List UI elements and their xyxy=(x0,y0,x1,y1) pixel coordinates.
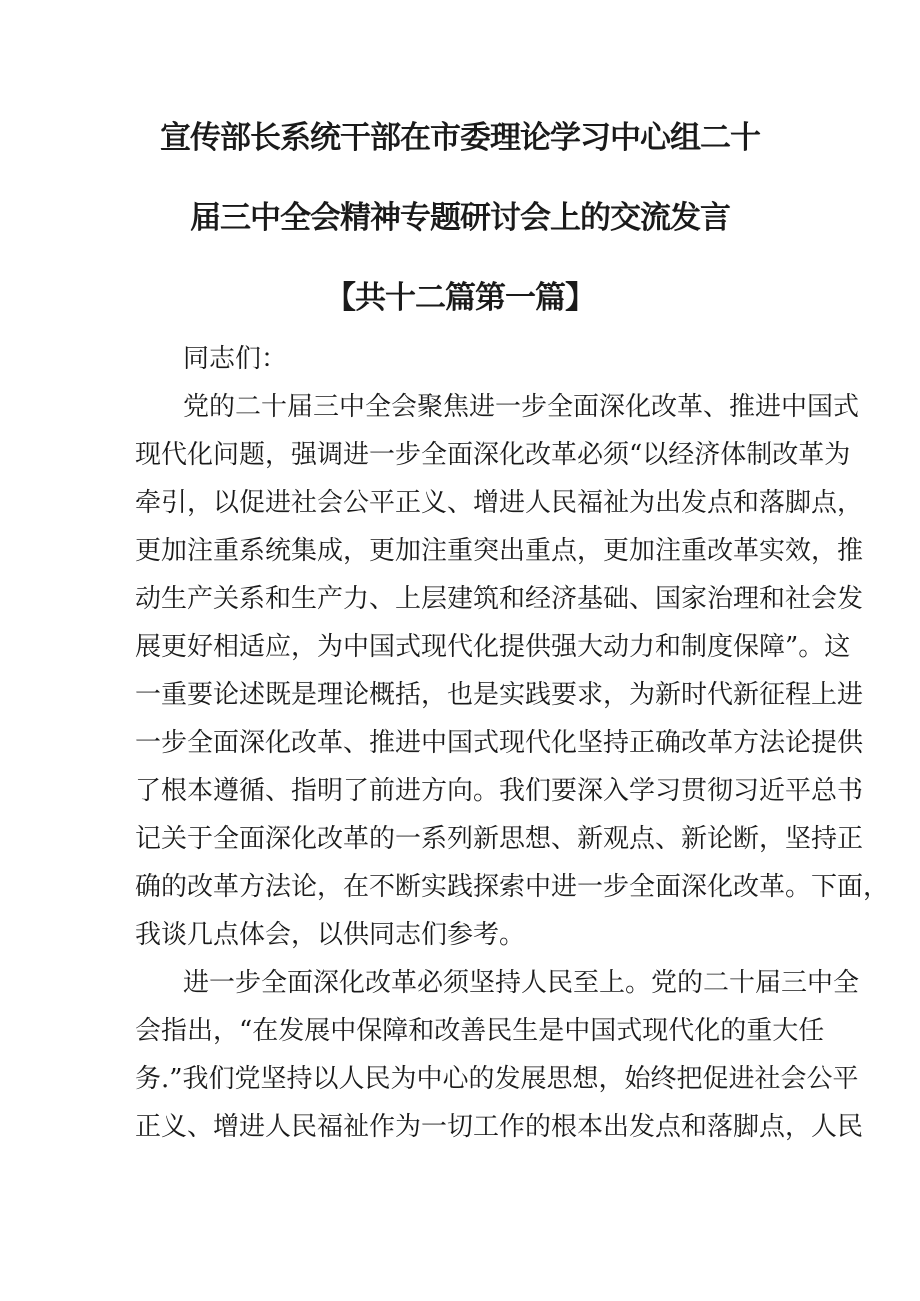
body-line: 展更好相适应，为中国式现代化提供强大动力和制度保障”。这 xyxy=(135,632,851,662)
document-title-line-2: 届三中全会精神专题研讨会上的交流发言 xyxy=(190,200,730,236)
body-line: 进一步全面深化改革必须坚持人民至上。党的二十届三中全 xyxy=(183,968,860,998)
body-line: 一重要论述既是理论概括，也是实践要求，为新时代新征程上进 xyxy=(135,680,864,710)
body-line: 记关于全面深化改革的一系列新思想、新观点、新论断，坚持正 xyxy=(135,824,864,854)
body-line: 一步全面深化改革、推进中国式现代化坚持正确改革方法论提供 xyxy=(135,728,864,758)
document-subtitle: 【共十二篇第一篇】 xyxy=(325,280,595,316)
body-line: 会指出，“在发展中保障和改善民生是中国式现代化的重大任 xyxy=(135,1016,825,1046)
body-line: 牵引，以促进社会公平正义、增进人民福祉为出发点和落脚点， xyxy=(135,488,864,518)
document-title-line-1: 宣传部长系统干部在市委理论学习中心组二十 xyxy=(160,120,760,156)
body-line: 务.”我们党坚持以人民为中心的发展思想，始终把促进社会公平 xyxy=(135,1064,859,1094)
body-line: 动生产关系和生产力、上层建筑和经济基础、国家治理和社会发 xyxy=(135,584,864,614)
body-line: 正义、增进人民福祉作为一切工作的根本出发点和落脚点，人民 xyxy=(135,1112,864,1142)
body-line: 党的二十届三中全会聚焦进一步全面深化改革、推进中国式 xyxy=(183,392,860,422)
body-line: 现代化问题，强调进一步全面深化改革必须“以经济体制改革为 xyxy=(135,440,851,470)
body-line: 更加注重系统集成，更加注重突出重点，更加注重改革实效，推 xyxy=(135,536,864,566)
salutation: 同志们： xyxy=(183,344,288,374)
body-line: 了根本遵循、指明了前进方向。我们要深入学习贯彻习近平总书 xyxy=(135,776,864,806)
body-line: 我谈几点体会，以供同志们参考。 xyxy=(135,920,526,950)
body-line: 确的改革方法论，在不断实践探索中进一步全面深化改革。下面， xyxy=(135,872,890,902)
